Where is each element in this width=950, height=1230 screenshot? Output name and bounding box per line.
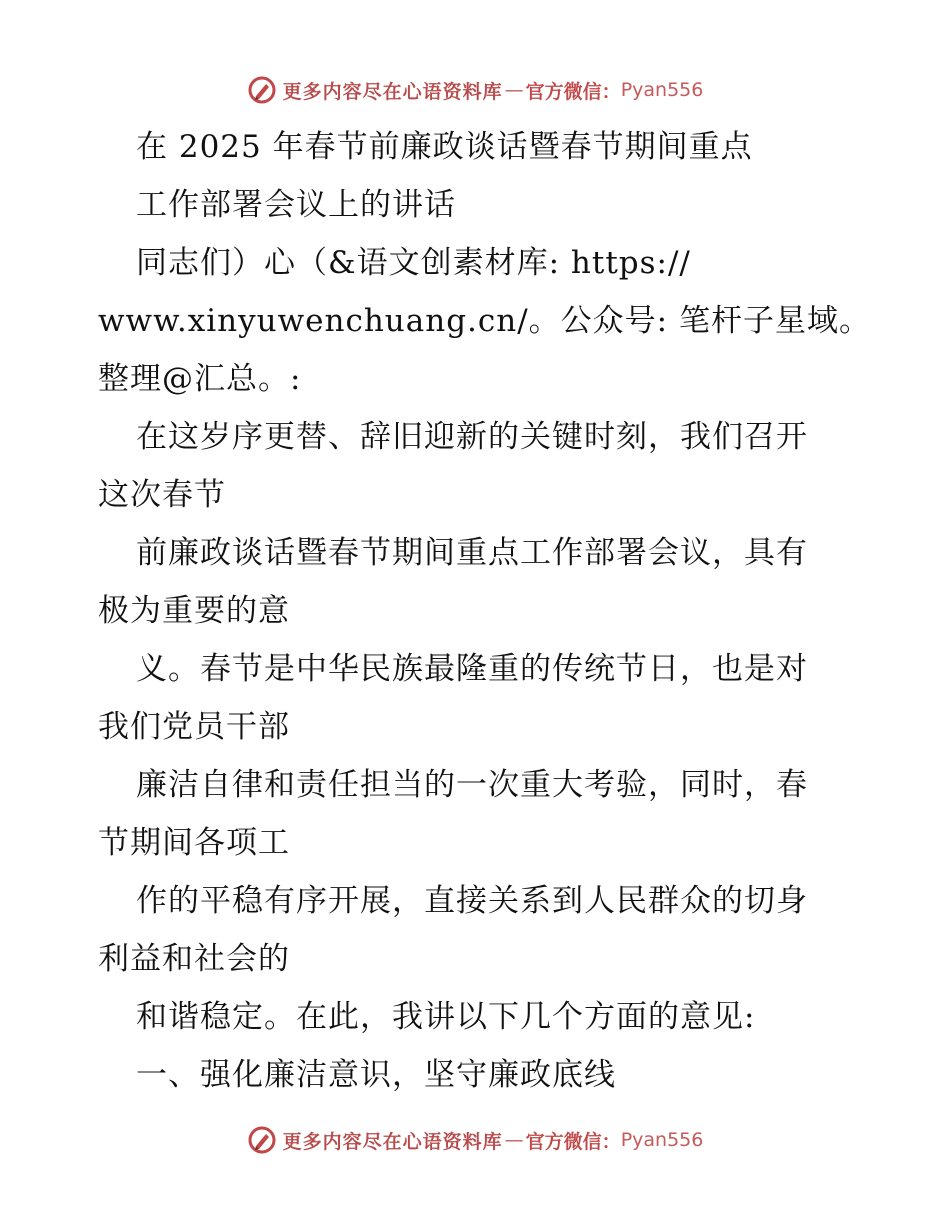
watermark-account-id: Pyan556 <box>620 79 704 101</box>
header-watermark <box>0 70 950 110</box>
doc-line: 作的平稳有序开展，直接关系到人民群众的切身 <box>136 883 808 919</box>
document-body <box>98 118 871 1104</box>
doc-line: 利益和社会的 <box>98 941 290 977</box>
pen-logo-icon <box>247 1125 277 1155</box>
doc-line: 同志们）心（&语文创素材库: https:// <box>136 245 691 281</box>
footer-watermark <box>0 1120 950 1160</box>
doc-line: 极为重要的意 <box>98 593 290 629</box>
doc-line: 义。春节是中华民族最隆重的传统节日，也是对 <box>136 651 808 687</box>
doc-line: 整理@汇总。: <box>98 361 302 397</box>
doc-line: 前廉政谈话暨春节期间重点工作部署会议，具有 <box>136 535 808 571</box>
doc-line: 工作部署会议上的讲话 <box>136 187 456 223</box>
doc-line: 在 2025 年春节前廉政谈话暨春节期间重点 <box>136 129 753 165</box>
watermark-account-label: 官方微信： <box>525 80 621 103</box>
pen-logo-icon <box>247 75 277 105</box>
watermark-separator: — <box>504 79 524 101</box>
doc-line: 和谐稳定。在此，我讲以下几个方面的意见: <box>136 999 756 1035</box>
doc-line: 廉洁自律和责任担当的一次重大考验，同时，春 <box>136 767 808 803</box>
doc-line: 在这岁序更替、辞旧迎新的关键时刻，我们召开 <box>136 419 808 455</box>
watermark-account-id: Pyan556 <box>620 1129 704 1151</box>
doc-line: 我们党员干部 <box>98 709 290 745</box>
doc-line: www.xinyuwenchuang.cn/。公众号: 笔杆子星域。 <box>98 303 871 339</box>
watermark-text: 更多内容尽在心语资料库 <box>282 80 503 103</box>
doc-line: 这次春节 <box>98 477 226 513</box>
doc-line: 节期间各项工 <box>98 825 290 861</box>
watermark-account-label: 官方微信： <box>525 1130 621 1153</box>
watermark-text: 更多内容尽在心语资料库 <box>282 1130 503 1153</box>
section-heading: 一、强化廉洁意识，坚守廉政底线 <box>136 1057 616 1093</box>
watermark-separator: — <box>504 1129 524 1151</box>
